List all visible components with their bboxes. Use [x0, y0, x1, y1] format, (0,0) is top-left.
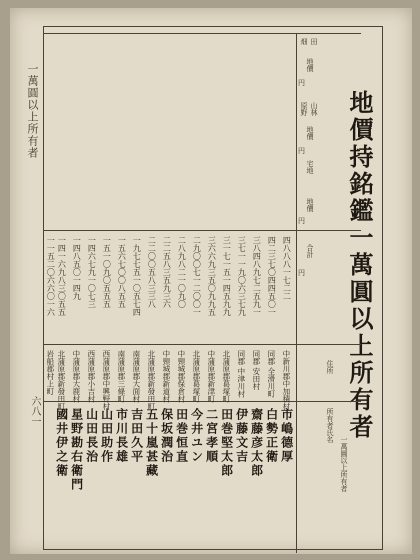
row-total: 二九〇〇七一二〇〇一 — [192, 236, 202, 316]
header-land-type-e: 宅地 — [306, 160, 314, 174]
row-owner-name: 吉田久平 — [129, 408, 144, 464]
divider-address-top — [43, 344, 361, 345]
header-price-c: 地價 — [306, 198, 314, 212]
row-owner-name: 田巻堅太郎 — [219, 408, 234, 478]
header-residence: 住所 — [326, 360, 334, 374]
row-total: 一四六七九一〇七三 — [87, 236, 97, 308]
row-address: 北蒲原郡新發田町 — [56, 350, 66, 410]
row-total: 二二〇〇五八三三八 — [147, 236, 157, 308]
header-price-a: 地價 — [306, 58, 314, 72]
row-total: 一五六七〇〇八五五 — [117, 236, 127, 308]
row-total: 三六六九三五〇九九五 — [207, 236, 217, 316]
row-address: 中頸城郡保倉村 — [176, 350, 186, 403]
row-address: 北蒲原郡葛塚町 — [221, 350, 231, 403]
header-land-type-d: 原野 — [300, 102, 308, 116]
row-address: 同郡 中津川村 — [236, 350, 246, 398]
row-total: 三一七一五一四五九九 — [222, 236, 232, 316]
header-land-type-b: 畑 — [300, 38, 308, 45]
row-owner-name: 田巻恒直 — [174, 408, 189, 464]
yen-mark-a: 円 — [298, 79, 305, 87]
header-land-type-a: 田 — [310, 38, 318, 45]
row-owner-name: 市嶋德厚 — [279, 408, 294, 464]
row-owner-name: 星野勘右衛門 — [69, 408, 84, 492]
divider-top — [43, 33, 361, 34]
row-address: 同郡 全滑川町 — [266, 350, 276, 398]
row-owner-name: 五十嵐甚藏 — [144, 408, 159, 478]
row-total: 二八九八二一〇九〇 — [177, 236, 187, 308]
row-total: 三八四八九七二五九一 — [252, 236, 262, 316]
row-owner-name: 市川長雄 — [114, 408, 129, 464]
divider-header-column — [296, 33, 297, 553]
row-owner-name: 山田長治 — [84, 408, 99, 464]
row-owner-name: 今井ユン — [189, 408, 204, 464]
header-price-b: 地價 — [306, 126, 314, 140]
row-address: 西蒲原郡小吉村 — [86, 350, 96, 403]
row-total: 四八八八一七二二 — [282, 236, 292, 300]
row-total: 三七一一九〇六三七九 — [237, 236, 247, 316]
yen-mark-d: 円 — [298, 269, 305, 277]
row-address: 中蒲原郡新津町 — [206, 350, 216, 403]
row-total: 一九七七五一〇五七四 — [132, 236, 142, 316]
row-address: 北蒲原郡新發田町 — [146, 350, 156, 410]
row-owner-name: 二宮孝順 — [204, 408, 219, 464]
row-address: 中新川郡中加積村 — [281, 350, 291, 410]
row-address: 南蒲原郡三條町 — [116, 350, 126, 403]
row-address: 西蒲原郡中興野村 — [101, 350, 111, 410]
yen-mark-b: 円 — [298, 147, 305, 155]
header-sub-title: 一萬圓以上所有者 — [340, 436, 348, 492]
row-owner-name: 保坂潤治 — [159, 408, 174, 464]
row-total: 二二五八三五九三六 — [162, 236, 172, 308]
row-address: 中蒲原郡大鹿村 — [71, 350, 81, 403]
header-owner: 所有者氏名 — [326, 408, 334, 443]
running-header: 一萬圓以上所有者 — [26, 63, 39, 159]
row-owner-name: 白勢正衛 — [264, 408, 279, 464]
header-total: 合計 — [306, 244, 314, 258]
row-total: 一四一六九八三〇五五 — [57, 236, 67, 316]
row-owner-name: 山田助作 — [99, 408, 114, 464]
row-address: 北蒲原郡葛塚町 — [191, 350, 201, 403]
row-address: 南蒲原郡大面村 — [131, 350, 141, 403]
header-land-type-c: 山林 — [310, 102, 318, 116]
page-title: 地價持銘鑑一萬圓以上所有者 — [345, 90, 374, 441]
divider-totals-top — [43, 230, 361, 231]
yen-mark-c: 円 — [298, 217, 305, 225]
book-page — [10, 8, 412, 554]
row-address: 中頸城郡新道村 — [161, 350, 171, 403]
row-total: 四二三七〇四四五〇一 — [267, 236, 277, 316]
row-owner-name: 齋藤彦太郎 — [249, 408, 264, 478]
row-owner-name: 國井伊之衛 — [54, 408, 69, 478]
row-address: 同郡 安田村 — [251, 350, 261, 390]
row-total: 一四八五〇一四九 — [72, 236, 82, 300]
row-total: 一一五二〇六六〇一六 — [46, 236, 56, 316]
row-owner-name: 伊藤文吉 — [234, 408, 249, 464]
page-number: 六八一 — [29, 396, 40, 426]
row-total: 一五一〇九〇五五五 — [102, 236, 112, 308]
row-address: 岩船郡村上町 — [45, 350, 55, 395]
